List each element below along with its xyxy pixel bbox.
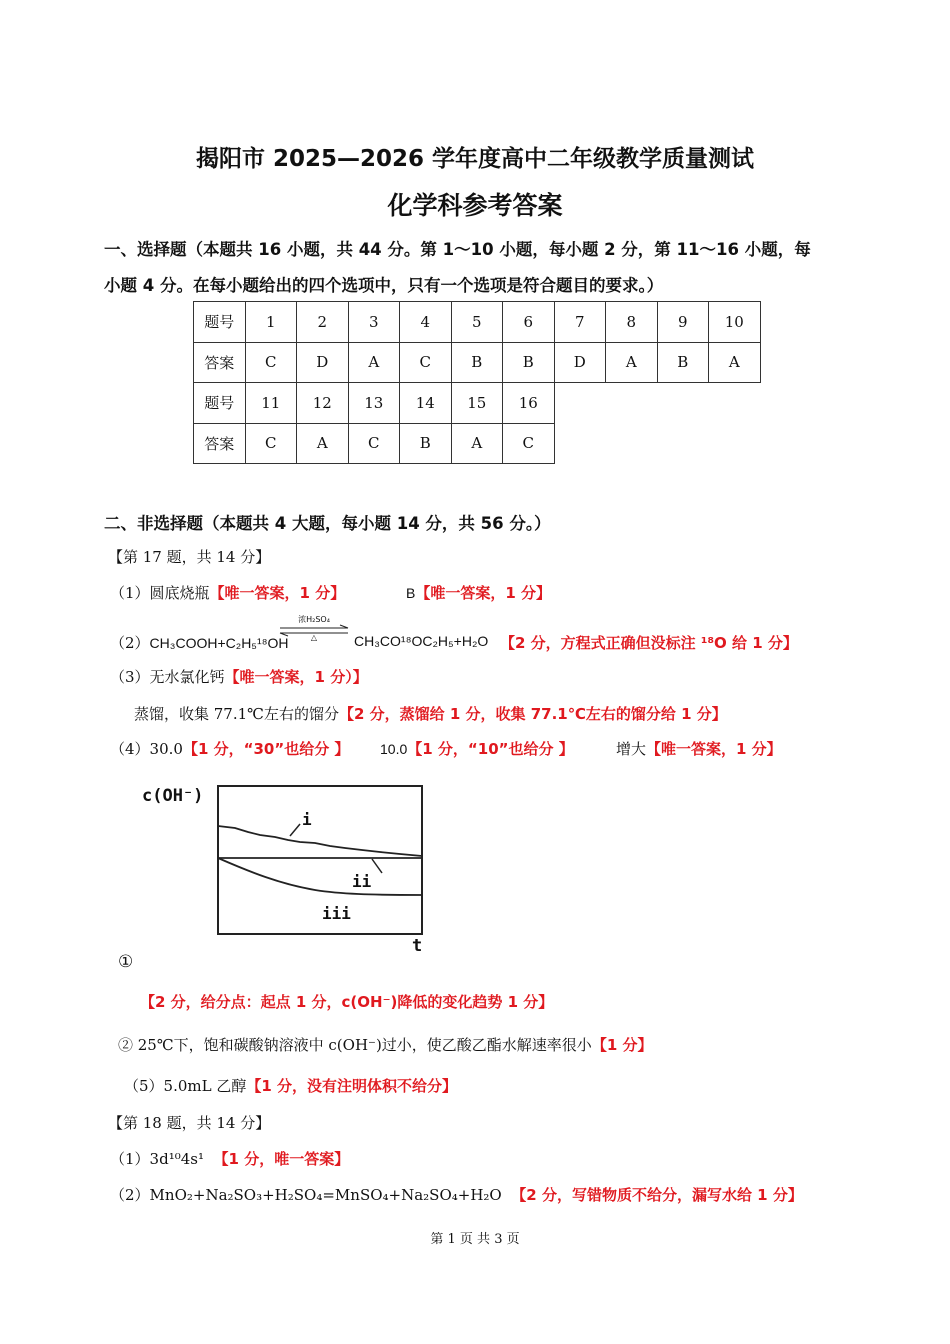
circle2-text: ② 25℃下，饱和碳酸钠溶液中 c(OH⁻)过小，使乙酸乙酯水解速率很小 bbox=[118, 1036, 592, 1054]
row-label: 答案 bbox=[194, 423, 246, 464]
question-number: 1 bbox=[245, 302, 297, 343]
answer-cell: B bbox=[657, 342, 709, 383]
q17-part4c bbox=[616, 738, 782, 759]
q17-part2-right bbox=[354, 632, 488, 650]
answer-cell: A bbox=[606, 342, 658, 383]
question-number: 12 bbox=[297, 383, 349, 424]
q17-p3b-text: 蒸馏，收集 77.1℃左右的馏分 bbox=[134, 705, 339, 723]
condition-label: △ bbox=[310, 633, 318, 642]
table-row bbox=[194, 423, 761, 464]
q17-p4-text3: 增大 bbox=[616, 740, 647, 758]
question-number: 7 bbox=[554, 302, 606, 343]
answer-cell: C bbox=[348, 423, 400, 464]
table-row bbox=[194, 383, 761, 424]
q17-p1-note2: 【唯一答案，1 分】 bbox=[415, 584, 552, 602]
oh-concentration-graph bbox=[140, 780, 440, 960]
graph-svg bbox=[140, 780, 440, 960]
leader-i bbox=[290, 824, 300, 836]
q17-circle1-note bbox=[140, 991, 553, 1012]
table-row bbox=[194, 302, 761, 343]
q17-p4-note1: 【1 分，“30”也给分 】 bbox=[182, 740, 350, 758]
section1-heading-line1: 一、选择题（本题共 16 小题，共 44 分。第 1～10 小题，每小题 2 分，第 11～16 小题，每 bbox=[104, 240, 811, 259]
question-number: 10 bbox=[709, 302, 761, 343]
curve-label-iii: iii bbox=[322, 904, 351, 923]
question-number: 15 bbox=[451, 383, 503, 424]
curve-label-i: i bbox=[302, 810, 312, 829]
q18-p1-text: （1）3d¹⁰4s¹ bbox=[110, 1150, 204, 1168]
circle-one: ① bbox=[118, 952, 134, 972]
q17-p5-note: 【1 分，没有注明体积不给分】 bbox=[246, 1077, 458, 1095]
q18-p2-note: 【2 分，写错物质不给分，漏写水给 1 分】 bbox=[511, 1186, 803, 1204]
q17-part4 bbox=[110, 738, 349, 759]
q17-part3b bbox=[134, 703, 727, 724]
curve-iii bbox=[218, 858, 422, 895]
q17-p3b-note: 【2 分，蒸馏给 1 分，收集 77.1℃左右的馏分给 1 分】 bbox=[338, 705, 727, 723]
question-number: 4 bbox=[400, 302, 452, 343]
answer-cell: D bbox=[297, 342, 349, 383]
row-label: 题号 bbox=[194, 383, 246, 424]
q17-part2-note bbox=[500, 632, 798, 653]
question-number: 14 bbox=[400, 383, 452, 424]
table-row bbox=[194, 342, 761, 383]
answer-cell: C bbox=[245, 342, 297, 383]
question-number: 2 bbox=[297, 302, 349, 343]
q18-part1 bbox=[110, 1148, 349, 1169]
question-number: 9 bbox=[657, 302, 709, 343]
answer-cell: C bbox=[245, 423, 297, 464]
question-number: 13 bbox=[348, 383, 400, 424]
q17-p4-prefix: （4）30.0 bbox=[110, 740, 183, 758]
q17-part4b bbox=[380, 738, 574, 759]
q17-p2-left: CH₃COOH+C₂H₅¹⁸OH bbox=[149, 635, 289, 651]
answer-cell: A bbox=[297, 423, 349, 464]
q17-p1-note: 【唯一答案，1 分】 bbox=[209, 584, 346, 602]
q18-p2-text: （2）MnO₂+Na₂SO₃+H₂SO₄=MnSO₄+Na₂SO₄+H₂O bbox=[110, 1186, 502, 1204]
q17-p3-text: （3）无水氯化钙 bbox=[110, 668, 225, 686]
question-number: 8 bbox=[606, 302, 658, 343]
question-number: 11 bbox=[245, 383, 297, 424]
graph-xlabel: t bbox=[412, 936, 423, 956]
q18-part2 bbox=[110, 1184, 803, 1205]
question-number: 16 bbox=[503, 383, 555, 424]
q17-p4-text2: 10.0 bbox=[380, 741, 408, 757]
answer-cell: A bbox=[709, 342, 761, 383]
question-number: 3 bbox=[348, 302, 400, 343]
graph-frame bbox=[218, 786, 422, 934]
answer-cell: B bbox=[451, 342, 503, 383]
q17-p4-note3: 【唯一答案，1 分】 bbox=[646, 740, 782, 758]
q18-p1-note: 【1 分，唯一答案】 bbox=[213, 1150, 350, 1168]
q17-part1b bbox=[406, 582, 551, 603]
q17-p1-text2: B bbox=[406, 585, 416, 601]
q17-part1 bbox=[110, 582, 345, 603]
section2-heading: 二、非选择题（本题共 4 大题，每小题 14 分，共 56 分。） bbox=[104, 514, 551, 533]
q17-circle2 bbox=[118, 1034, 652, 1055]
q17-part5 bbox=[124, 1075, 457, 1096]
answer-cell: D bbox=[554, 342, 606, 383]
page-subtitle: 化学科参考答案 bbox=[387, 191, 563, 220]
q17-p5-text: （5）5.0mL 乙醇 bbox=[124, 1077, 247, 1095]
question-number: 6 bbox=[503, 302, 555, 343]
answer-cell: C bbox=[503, 423, 555, 464]
page-title: 揭阳市 2025—2026 学年度高中二年级教学质量测试 bbox=[195, 146, 755, 172]
catalyst-label: 浓H₂SO₄ bbox=[298, 615, 330, 624]
q17-p2-prefix: （2） bbox=[110, 634, 150, 652]
q17-p4-note2: 【1 分，“10”也给分 】 bbox=[407, 740, 574, 758]
answer-cell: B bbox=[503, 342, 555, 383]
curve-label-ii: ii bbox=[352, 872, 372, 891]
q17-p2-right: CH₃CO¹⁸OC₂H₅+H₂O bbox=[354, 633, 489, 649]
answer-cell: A bbox=[451, 423, 503, 464]
question-number: 5 bbox=[451, 302, 503, 343]
q17-part3 bbox=[110, 666, 368, 687]
answer-cell: B bbox=[400, 423, 452, 464]
curve-i bbox=[218, 826, 422, 856]
row-label: 题号 bbox=[194, 302, 246, 343]
q17-p2-note: 【2 分，方程式正确但没标注 ¹⁸O 给 1 分】 bbox=[500, 634, 798, 652]
answer-cell: C bbox=[400, 342, 452, 383]
q17-part2 bbox=[110, 632, 289, 653]
section1-heading-line2: 小题 4 分。在每小题给出的四个选项中，只有一个选项是符合题目的要求。） bbox=[104, 276, 664, 295]
answer-cell: A bbox=[348, 342, 400, 383]
q17-p1-text: （1）圆底烧瓶 bbox=[110, 584, 210, 602]
answer-table bbox=[193, 301, 761, 464]
circle2-note: 【1 分】 bbox=[591, 1036, 653, 1054]
reaction-arrow bbox=[278, 614, 350, 642]
graph-ylabel: c(OH⁻) bbox=[142, 786, 204, 806]
leader-ii bbox=[372, 859, 382, 873]
page-footer: 第 1 页 共 3 页 bbox=[430, 1232, 520, 1247]
q17-header: 【第 17 题，共 14 分】 bbox=[108, 548, 271, 566]
q17-p3-note: 【唯一答案，1 分）】 bbox=[224, 668, 368, 686]
circle1-note: 【2 分，给分点：起点 1 分，c(OH⁻)降低的变化趋势 1 分】 bbox=[140, 993, 554, 1011]
row-label: 答案 bbox=[194, 342, 246, 383]
q18-header: 【第 18 题，共 14 分】 bbox=[108, 1114, 271, 1132]
